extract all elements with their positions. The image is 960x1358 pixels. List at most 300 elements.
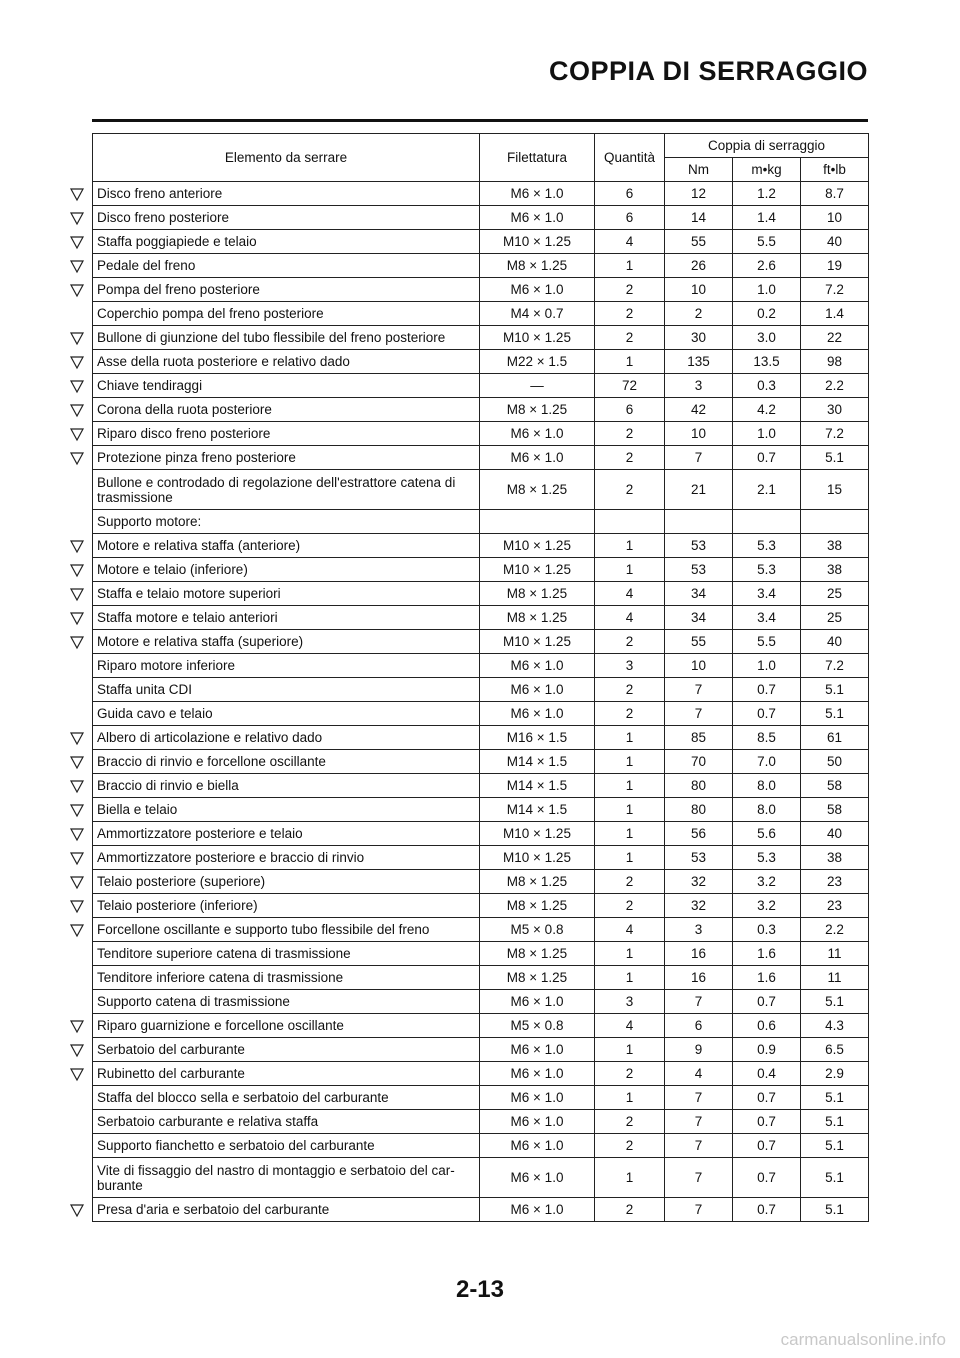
row-mkg	[733, 1134, 801, 1158]
header-ftlb: ft•lb	[801, 158, 869, 182]
row-qty-text: 2	[625, 330, 634, 345]
row-mkg	[733, 798, 801, 822]
row-thread	[480, 534, 595, 558]
row-ftlb	[801, 894, 869, 918]
row-nm-text: 4	[694, 1066, 703, 1081]
row-thread	[480, 894, 595, 918]
row-ftlb-text: 58	[827, 778, 843, 793]
row-nm-text: 10	[690, 426, 707, 441]
row-thread-text: M8 × 1.25	[506, 610, 568, 625]
row-ftlb	[801, 798, 869, 822]
row-nm	[665, 1110, 733, 1134]
row-element-text: Biella e telaio	[97, 802, 178, 817]
row-nm	[665, 894, 733, 918]
row-nm-text: 7	[694, 706, 703, 721]
row-mkg-text: 0.2	[757, 306, 776, 321]
row-mkg-text: 8.0	[757, 802, 776, 817]
row-nm-text: 3	[694, 922, 703, 937]
row-qty-text: 2	[625, 898, 634, 913]
row-ftlb	[801, 606, 869, 630]
row-ftlb	[801, 230, 869, 254]
row-mkg	[733, 750, 801, 774]
row-qty	[595, 558, 665, 582]
row-ftlb	[801, 1198, 869, 1222]
row-element-text: Riparo disco freno posteriore	[97, 426, 271, 441]
row-ftlb	[801, 254, 869, 278]
row-mkg	[733, 1198, 801, 1222]
row-qty-text: 2	[625, 874, 634, 889]
row-mkg-text: 1.0	[757, 282, 776, 297]
triangle-outline-icon	[69, 562, 85, 578]
row-element-text: Tenditore inferiore catena di trasmissione	[97, 970, 344, 985]
row-nm-text: 55	[690, 634, 707, 649]
row-nm	[665, 1198, 733, 1222]
row-element	[93, 278, 480, 302]
row-element	[93, 374, 480, 398]
row-nm	[665, 942, 733, 966]
row-element	[93, 510, 480, 534]
row-ftlb-text: 15	[827, 482, 843, 497]
watermark: carmanualsonline.info	[780, 1330, 946, 1349]
row-element-text: Supporto catena di trasmissione	[97, 994, 290, 1009]
row-mkg-text: 7.0	[757, 754, 776, 769]
row-thread-text: M6 × 1.0	[510, 186, 564, 201]
row-qty	[595, 942, 665, 966]
row-nm	[665, 302, 733, 326]
triangle-outline-icon	[69, 258, 85, 274]
row-thread	[480, 422, 595, 446]
triangle-outline-icon	[69, 1042, 85, 1058]
row-thread	[480, 1158, 595, 1198]
row-ftlb	[801, 470, 869, 510]
row-ftlb	[801, 302, 869, 326]
row-qty	[595, 230, 665, 254]
row-thread-text: M6 × 1.0	[510, 426, 564, 441]
row-nm-text: 70	[690, 754, 707, 769]
row-ftlb-text: 98	[827, 354, 843, 369]
table-row	[93, 558, 869, 582]
row-element-text: Staffa del blocco sella e serbatoio del carburante	[97, 1090, 389, 1105]
row-ftlb-text: 61	[827, 730, 843, 745]
row-qty-text: 2	[625, 1138, 634, 1153]
table-row	[93, 870, 869, 894]
row-nm-text: 16	[690, 946, 707, 961]
row-nm-text: 32	[690, 874, 707, 889]
table-row	[93, 702, 869, 726]
row-thread-text: M14 × 1.5	[506, 778, 568, 793]
row-mkg-text: 0.7	[757, 1090, 776, 1105]
row-nm-text: 30	[690, 330, 707, 345]
table-row	[93, 206, 869, 230]
row-mkg	[733, 1158, 801, 1198]
row-ftlb	[801, 822, 869, 846]
row-element-text: Riparo guarnizione e forcellone oscillante	[97, 1018, 344, 1033]
table-row	[93, 918, 869, 942]
table-row	[93, 942, 869, 966]
row-mkg-text: 5.5	[757, 234, 776, 249]
row-nm-text: 7	[694, 1090, 703, 1105]
triangle-outline-icon	[69, 874, 85, 890]
row-element-text: Forcellone oscillante e supporto tubo flessibile del freno	[97, 922, 430, 937]
row-ftlb	[801, 182, 869, 206]
row-ftlb-text: 5.1	[825, 450, 844, 465]
row-element	[93, 798, 480, 822]
row-element-text: Staffa e telaio motore superiori	[97, 586, 281, 601]
row-thread-text: M6 × 1.0	[510, 1138, 564, 1153]
row-thread-text: M14 × 1.5	[506, 802, 568, 817]
row-nm	[665, 422, 733, 446]
row-element	[93, 822, 480, 846]
row-ftlb-text: 10	[827, 210, 843, 225]
row-thread-text: M8 × 1.25	[506, 898, 568, 913]
row-mkg-text: 0.7	[757, 994, 776, 1009]
row-ftlb-text: 38	[827, 850, 843, 865]
row-thread	[480, 374, 595, 398]
row-qty-text: 2	[625, 482, 634, 497]
row-qty	[595, 774, 665, 798]
row-qty-text: 1	[625, 754, 634, 769]
row-element	[93, 1110, 480, 1134]
header-qty: Quantità	[595, 134, 665, 182]
table-row	[93, 798, 869, 822]
row-mkg	[733, 182, 801, 206]
row-qty	[595, 374, 665, 398]
row-ftlb-text: 25	[827, 586, 843, 601]
row-nm-text: 53	[690, 562, 707, 577]
row-thread-text: M6 × 1.0	[510, 282, 564, 297]
row-element-text: Disco freno posteriore	[97, 210, 230, 225]
row-thread-text: M6 × 1.0	[510, 1042, 564, 1057]
row-nm	[665, 822, 733, 846]
row-ftlb-text: 5.1	[825, 1138, 844, 1153]
row-ftlb	[801, 1038, 869, 1062]
row-ftlb-text: 38	[827, 562, 843, 577]
triangle-outline-icon	[69, 802, 85, 818]
row-qty-text: 4	[625, 586, 634, 601]
row-element-text: Telaio posteriore (superiore)	[97, 874, 266, 889]
row-ftlb	[801, 326, 869, 350]
triangle-outline-icon	[69, 538, 85, 554]
row-thread	[480, 182, 595, 206]
row-qty-text: 2	[625, 426, 634, 441]
table-row	[93, 582, 869, 606]
row-mkg-text: 0.3	[757, 378, 776, 393]
row-ftlb-text: 5.1	[825, 1202, 844, 1217]
row-nm-text: 80	[690, 778, 707, 793]
row-thread	[480, 1134, 595, 1158]
row-qty	[595, 470, 665, 510]
table-row	[93, 846, 869, 870]
row-ftlb	[801, 654, 869, 678]
row-element	[93, 966, 480, 990]
triangle-outline-icon	[69, 1202, 85, 1218]
row-qty-text: 1	[625, 730, 634, 745]
row-thread-text: M6 × 1.0	[510, 1202, 564, 1217]
table-row	[93, 630, 869, 654]
row-nm	[665, 918, 733, 942]
row-ftlb-text: 30	[827, 402, 843, 417]
row-qty-text: 6	[625, 402, 634, 417]
row-thread-text: M14 × 1.5	[506, 754, 568, 769]
title-rule	[92, 119, 868, 122]
row-thread-text: M10 × 1.25	[503, 538, 571, 553]
row-nm-text: 10	[690, 282, 707, 297]
row-thread-text: M6 × 1.0	[510, 450, 564, 465]
row-thread	[480, 774, 595, 798]
table-body	[93, 182, 869, 1222]
row-mkg	[733, 206, 801, 230]
row-ftlb-text: 7.2	[825, 282, 844, 297]
row-thread-text: M10 × 1.25	[503, 330, 571, 345]
row-element	[93, 182, 480, 206]
row-mkg	[733, 630, 801, 654]
row-qty	[595, 1062, 665, 1086]
triangle-outline-icon	[69, 778, 85, 794]
row-nm-text: 2	[694, 306, 703, 321]
row-qty	[595, 278, 665, 302]
row-qty	[595, 254, 665, 278]
row-qty	[595, 302, 665, 326]
row-mkg-text: 2.6	[757, 258, 776, 273]
row-mkg-text: 3.4	[757, 610, 776, 625]
row-nm-text: 85	[690, 730, 707, 745]
row-nm-text: 12	[690, 186, 707, 201]
row-ftlb	[801, 582, 869, 606]
row-element	[93, 702, 480, 726]
row-nm-text: 34	[690, 586, 707, 601]
row-thread-text: M8 × 1.25	[506, 482, 568, 497]
row-ftlb	[801, 278, 869, 302]
row-mkg-text: 5.6	[757, 826, 776, 841]
row-thread-text: M10 × 1.25	[503, 234, 571, 249]
row-mkg	[733, 606, 801, 630]
row-nm-text: 34	[690, 610, 707, 625]
row-mkg	[733, 942, 801, 966]
row-element	[93, 350, 480, 374]
row-ftlb	[801, 966, 869, 990]
row-qty-text: 4	[625, 234, 634, 249]
table-row	[93, 966, 869, 990]
table-row	[93, 1198, 869, 1222]
row-nm	[665, 1038, 733, 1062]
row-thread	[480, 230, 595, 254]
row-ftlb	[801, 1086, 869, 1110]
table-row	[93, 510, 869, 534]
row-element-text: Staffa poggiapiede e telaio	[97, 234, 257, 249]
row-thread-text: M6 × 1.0	[510, 706, 564, 721]
row-element	[93, 582, 480, 606]
row-mkg	[733, 678, 801, 702]
row-mkg	[733, 398, 801, 422]
row-ftlb	[801, 206, 869, 230]
row-mkg-text: 1.0	[757, 426, 776, 441]
triangle-outline-icon	[69, 754, 85, 770]
row-thread	[480, 1110, 595, 1134]
row-element	[93, 1198, 480, 1222]
row-mkg	[733, 966, 801, 990]
row-ftlb	[801, 422, 869, 446]
row-mkg	[733, 990, 801, 1014]
row-thread	[480, 1198, 595, 1222]
row-ftlb-text: 7.2	[825, 426, 844, 441]
table-row	[93, 1086, 869, 1110]
row-element	[93, 1014, 480, 1038]
row-mkg	[733, 254, 801, 278]
row-element	[93, 1062, 480, 1086]
row-mkg-text: 5.3	[757, 850, 776, 865]
row-mkg	[733, 302, 801, 326]
row-ftlb	[801, 534, 869, 558]
row-nm	[665, 966, 733, 990]
row-nm-text: 55	[690, 234, 707, 249]
row-mkg-text: 0.7	[757, 706, 776, 721]
row-thread-text: M5 × 0.8	[510, 922, 564, 937]
row-ftlb-text: 38	[827, 538, 843, 553]
row-ftlb	[801, 1062, 869, 1086]
header-thread: Filettatura	[480, 134, 595, 182]
row-qty	[595, 1086, 665, 1110]
table-row	[93, 1134, 869, 1158]
row-qty-text: 1	[625, 258, 634, 273]
row-qty-text: 1	[625, 538, 634, 553]
table-row	[93, 1062, 869, 1086]
row-element-text: Serbatoio carburante e relativa staffa	[97, 1114, 319, 1129]
table-row	[93, 398, 869, 422]
row-nm	[665, 470, 733, 510]
row-qty-text: 1	[625, 778, 634, 793]
table-row	[93, 254, 869, 278]
table-row	[93, 822, 869, 846]
row-qty-text: 2	[625, 1114, 634, 1129]
table-row	[93, 606, 869, 630]
row-ftlb	[801, 350, 869, 374]
row-thread	[480, 798, 595, 822]
row-mkg-text: 0.9	[757, 1042, 776, 1057]
row-qty	[595, 326, 665, 350]
row-nm	[665, 326, 733, 350]
row-element-text: Motore e relativa staffa (superiore)	[97, 634, 304, 649]
row-qty-text: 4	[625, 922, 634, 937]
row-thread	[480, 446, 595, 470]
row-element	[93, 1134, 480, 1158]
row-thread-text: M6 × 1.0	[510, 994, 564, 1009]
row-element-text: Guida cavo e telaio	[97, 706, 213, 721]
row-thread-text: M4 × 0.7	[510, 306, 564, 321]
table-row	[93, 678, 869, 702]
row-ftlb	[801, 510, 869, 534]
table-row	[93, 182, 869, 206]
triangle-outline-icon	[69, 1018, 85, 1034]
row-mkg-text: 1.2	[757, 186, 776, 201]
triangle-outline-icon	[69, 634, 85, 650]
row-nm	[665, 350, 733, 374]
row-element	[93, 326, 480, 350]
row-ftlb-text: 5.1	[825, 1090, 844, 1105]
row-mkg-text: 5.3	[757, 562, 776, 577]
row-element-text: Corona della ruota posteriore	[97, 402, 272, 417]
row-nm-text: 7	[694, 1170, 703, 1185]
row-element-text: Pedale del freno	[97, 258, 196, 273]
row-mkg-text: 0.4	[757, 1066, 776, 1081]
row-qty	[595, 350, 665, 374]
row-qty	[595, 966, 665, 990]
row-thread-text: M6 × 1.0	[510, 210, 564, 225]
row-ftlb	[801, 990, 869, 1014]
row-nm	[665, 1158, 733, 1198]
row-ftlb-text: 40	[827, 634, 843, 649]
row-element-text: Bullone e controdado di regolazione dell'estrattore catena di trasmissione	[97, 474, 456, 505]
row-qty	[595, 918, 665, 942]
row-thread	[480, 302, 595, 326]
row-nm	[665, 206, 733, 230]
triangle-outline-icon	[69, 186, 85, 202]
row-qty-text: 3	[625, 658, 634, 673]
row-nm	[665, 630, 733, 654]
row-thread	[480, 1014, 595, 1038]
row-mkg	[733, 326, 801, 350]
row-ftlb-text: 5.1	[825, 1170, 844, 1185]
row-element	[93, 398, 480, 422]
row-mkg-text: 13.5	[753, 354, 780, 369]
row-qty	[595, 726, 665, 750]
row-nm-text: 56	[690, 826, 707, 841]
row-thread	[480, 942, 595, 966]
row-thread	[480, 1086, 595, 1110]
row-mkg	[733, 918, 801, 942]
row-nm-text: 32	[690, 898, 707, 913]
row-element-text: Telaio posteriore (inferiore)	[97, 898, 258, 913]
row-ftlb-text: 11	[827, 970, 842, 985]
row-nm-text: 10	[690, 658, 707, 673]
row-thread-text: M8 × 1.25	[506, 586, 568, 601]
row-thread	[480, 846, 595, 870]
row-thread	[480, 750, 595, 774]
row-qty-text: 1	[625, 354, 634, 369]
row-qty	[595, 870, 665, 894]
triangle-outline-icon	[69, 898, 85, 914]
row-mkg-text: 5.5	[757, 634, 776, 649]
table-row	[93, 374, 869, 398]
row-nm	[665, 1134, 733, 1158]
row-nm-text: 53	[690, 850, 707, 865]
row-element-text: Protezione pinza freno posteriore	[97, 450, 296, 465]
row-mkg	[733, 510, 801, 534]
row-element	[93, 750, 480, 774]
row-nm-text: 14	[690, 210, 707, 225]
row-element	[93, 302, 480, 326]
row-mkg	[733, 534, 801, 558]
row-qty-text: 2	[625, 1066, 634, 1081]
row-thread	[480, 254, 595, 278]
row-element	[93, 470, 480, 510]
row-thread-text: M8 × 1.25	[506, 970, 568, 985]
row-qty	[595, 654, 665, 678]
triangle-outline-icon	[69, 210, 85, 226]
row-ftlb-text: 8.7	[825, 186, 844, 201]
row-ftlb-text: 5.1	[825, 706, 844, 721]
row-element	[93, 1158, 480, 1198]
row-mkg	[733, 726, 801, 750]
row-thread	[480, 630, 595, 654]
row-qty	[595, 702, 665, 726]
row-nm	[665, 582, 733, 606]
row-element	[93, 206, 480, 230]
row-thread-text: M6 × 1.0	[510, 1066, 564, 1081]
row-qty-text: 2	[625, 706, 634, 721]
row-mkg-text: 3.0	[757, 330, 776, 345]
row-mkg-text: 1.6	[757, 946, 776, 961]
table-header	[93, 134, 869, 182]
